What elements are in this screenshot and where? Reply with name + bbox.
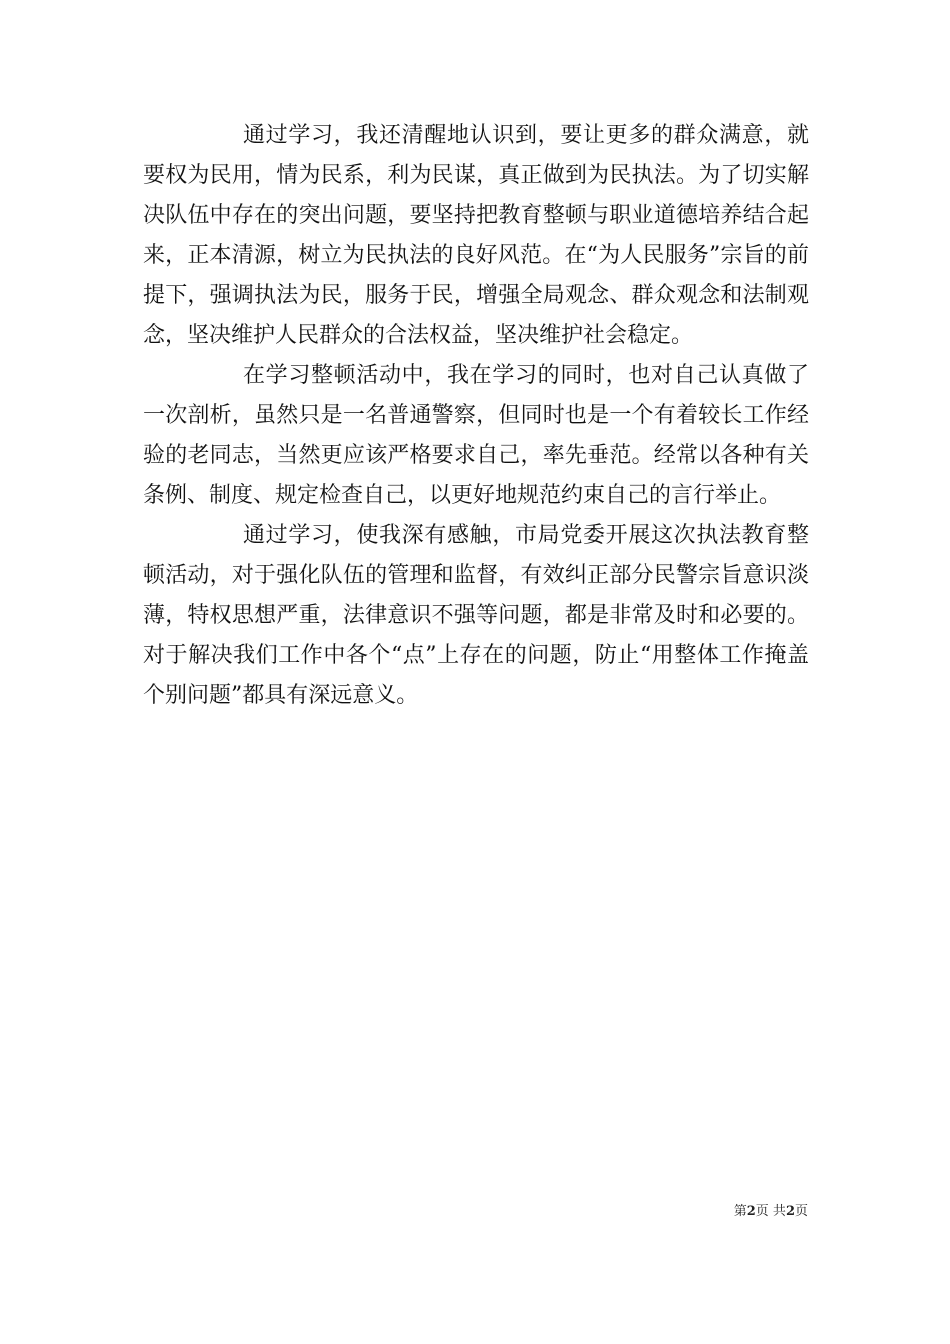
page-footer bbox=[734, 1203, 808, 1221]
footer-mid: 页 共 bbox=[755, 1204, 786, 1219]
document-body bbox=[143, 116, 809, 716]
footer-suffix: 页 bbox=[794, 1204, 808, 1219]
paragraph-1: 通过学习，我还清醒地认识到，要让更多的群众满意，就要权为民用，情为民系，利为民谋，真正做到为民执法。为了切实解决队伍中存在的突出问题，要坚持把教育整顿与职业道德培养结合起来，正本清源，树立为民执法的良好风范。在“为人民服务”宗旨的前提下，强调执法为民，服务于民，增强全局观念、群众观念和法制观念，坚决维护人民群众的合法权益，坚决维护社会稳定。 bbox=[143, 123, 809, 348]
paragraph-3: 通过学习，使我深有感触，市局党委开展这次执法教育整顿活动，对于强化队伍的管理和监督，有效纠正部分民警宗旨意识淡薄，特权思想严重，法律意识不强等问题，都是非常及时和必要的。对于解决我们工作中各个“点”上存在的问题，防止“用整体工作掩盖个别问题”都具有深远意义。 bbox=[143, 523, 809, 708]
footer-prefix: 第 bbox=[733, 1204, 747, 1219]
footer-total-pages: 2 bbox=[785, 1204, 795, 1219]
footer-current-page: 2 bbox=[746, 1204, 756, 1219]
paragraph-2: 在学习整顿活动中，我在学习的同时，也对自己认真做了一次剖析，虽然只是一名普通警察，但同时也是一个有着较长工作经验的老同志，当然更应该严格要求自己，率先垂范。经常以各种有关条例、制度、规定检查自己，以更好地规范约束自己的言行举止。 bbox=[143, 363, 809, 508]
